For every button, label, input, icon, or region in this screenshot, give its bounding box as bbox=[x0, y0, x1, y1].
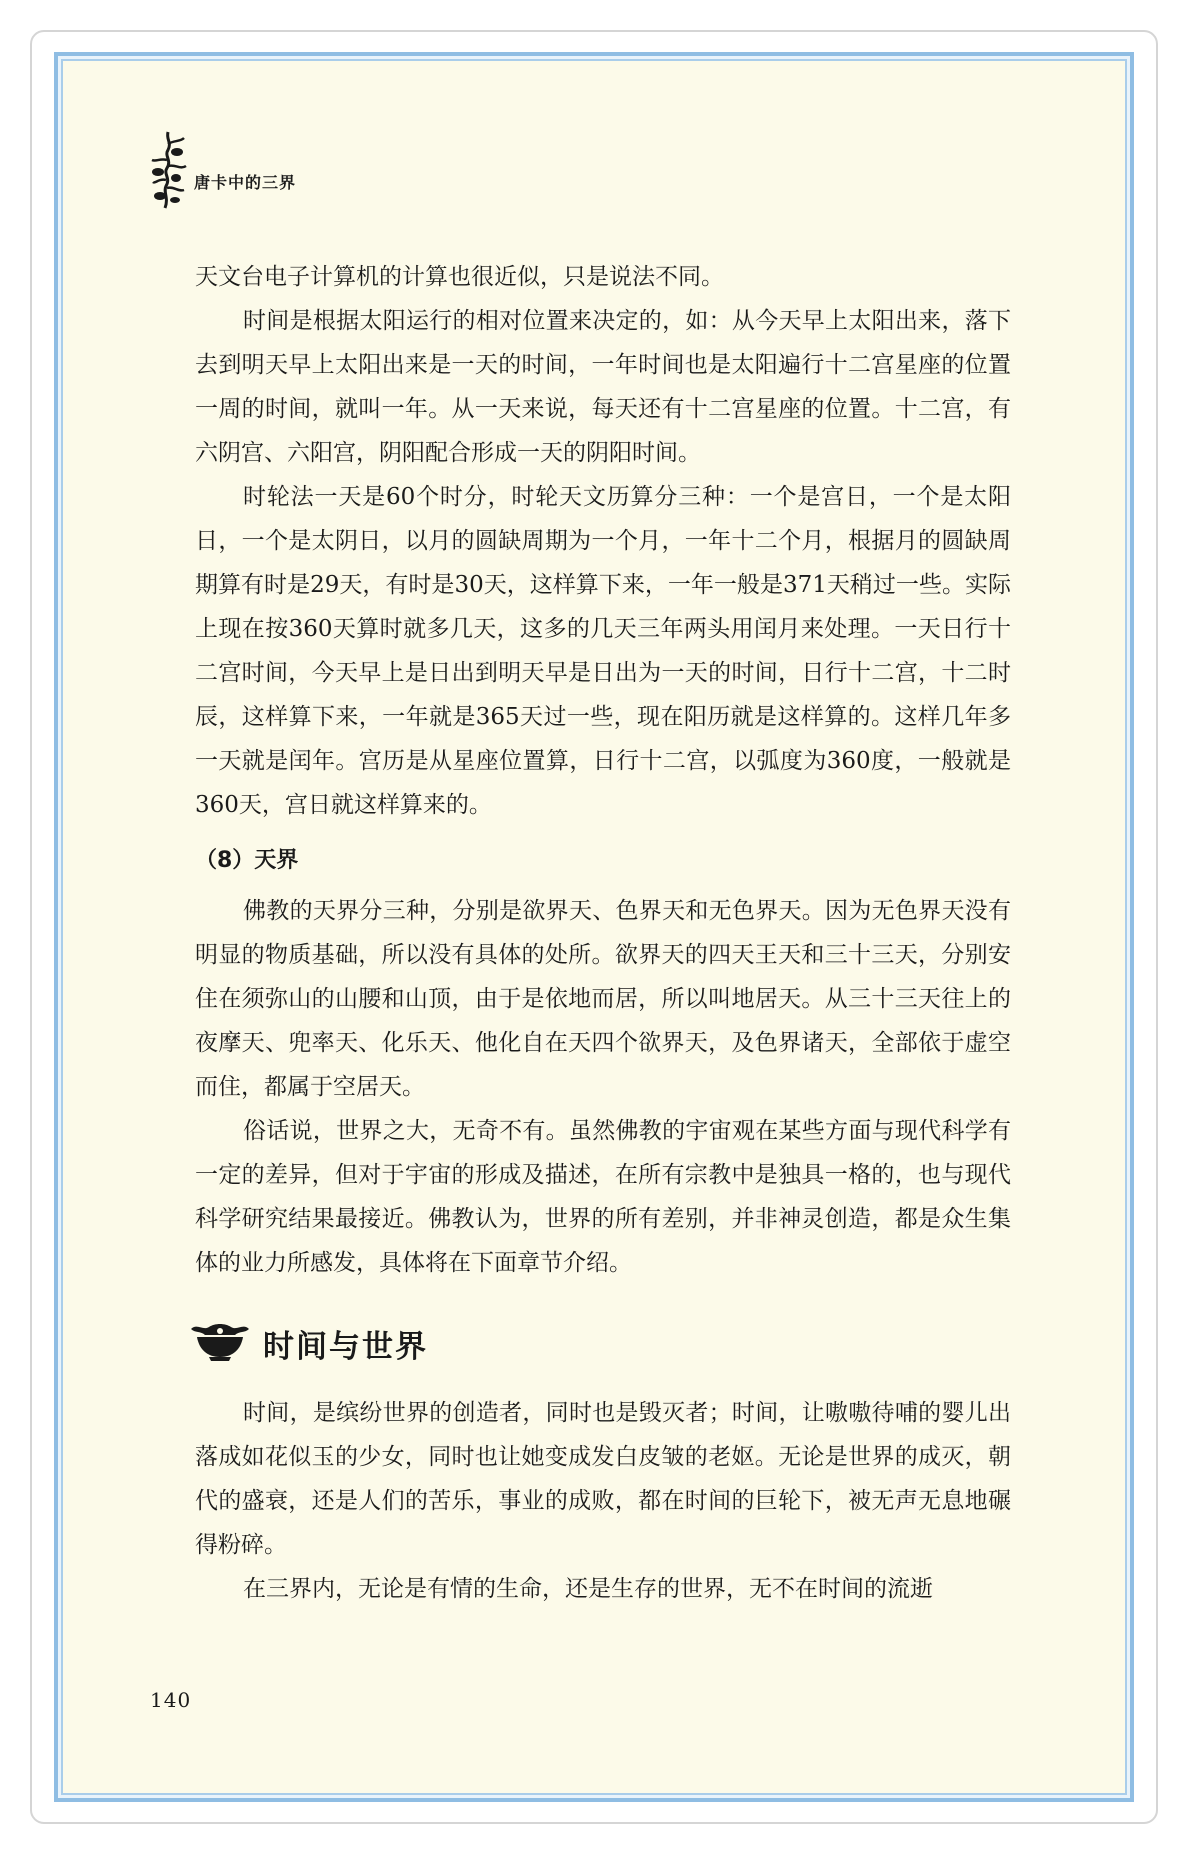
page-number: 140 bbox=[150, 1688, 192, 1712]
paragraph: 俗话说，世界之大，无奇不有。虽然佛教的宇宙观在某些方面与现代科学有一定的差异，但对于宇宙的形成及描述，在所有宗教中是独具一格的，也与现代科学研究结果最接近。佛教认为，世界的所有差别，并非神灵创造，都是众生集体的业力所感发，具体将在下面章节介绍。 bbox=[195, 1118, 1011, 1276]
section-title: 时间与世界 bbox=[263, 1328, 428, 1365]
paragraph: 时间是根据太阳运行的相对位置来决定的，如：从今天早上太阳出来，落下去到明天早上太阳出来是一天的时间，一年时间也是太阳遍行十二宫星座的位置一周的时间，就叫一年。从一天来说，每天还有十二宫星座的位置。十二宫，有六阴宫、六阳宫，阴阳配合形成一天的阴阳时间。 bbox=[195, 308, 1011, 466]
bowl-ornament-icon bbox=[187, 1323, 253, 1363]
section-heading bbox=[187, 1313, 1011, 1373]
body-text bbox=[195, 255, 1011, 1611]
subsection-title: （8）天界 bbox=[195, 848, 299, 873]
running-title: 唐卡中的三界 bbox=[194, 173, 297, 192]
paragraph: 佛教的天界分三种，分别是欲界天、色界天和无色界天。因为无色界天没有明显的物质基础，所以没有具体的处所。欲界天的四天王天和三十三天，分别安住在须弥山的山腰和山顶，由于是依地而居，所以叫地居天。从三十三天往上的夜摩天、兜率天、化乐天、他化自在天四个欲界天，及色界诸天，全部依于虚空而住，都属于空居天。 bbox=[195, 898, 1011, 1100]
paragraph: 时间，是缤纷世界的创造者，同时也是毁灭者；时间，让嗷嗷待哺的婴儿出落成如花似玉的少女，同时也让她变成发白皮皱的老妪。无论是世界的成灭，朝代的盛衰，还是人们的苦乐，事业的成败，都在时间的巨轮下，被无声无息地碾得粉碎。 bbox=[195, 1400, 1011, 1558]
tangka-ornament-icon bbox=[150, 130, 190, 210]
paragraph: 在三界内，无论是有情的生命，还是生存的世界，无不在时间的流逝 bbox=[243, 1576, 933, 1602]
paragraph: 时轮法一天是60个时分，时轮天文历算分三种：一个是宫日，一个是太阳日，一个是太阴日，以月的圆缺周期为一个月，一年十二个月，根据月的圆缺周期算有时是29天，有时是30天，这样算下来，一年一般是371天稍过一些。实际上现在按360天算时就多几天，这多的几天三年两头用闰月来处理。一天日行十二宫时间，今天早上是日出到明天早是日出为一天的时间，日行十二宫，十二时辰，这样算下来，一年就是365天过一些，现在阳历就是这样算的。这样几年多一天就是闰年。宫历是从星座位置算，日行十二宫，以弧度为360度，一般就是360天，宫日就这样算来的。 bbox=[195, 484, 1011, 818]
paragraph: 天文台电子计算机的计算也很近似，只是说法不同。 bbox=[195, 264, 724, 290]
